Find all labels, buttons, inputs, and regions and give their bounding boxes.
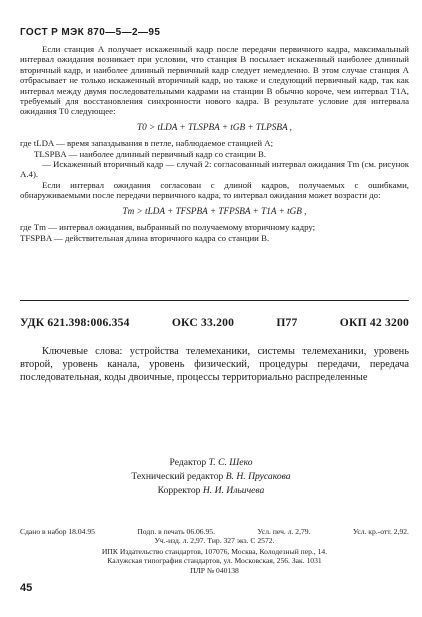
publisher-line-1: ИПК Издательство стандартов, 107076, Москва, Колодезный пер., 14.	[101, 547, 328, 556]
okp-code: ОКП 42 3200	[339, 316, 409, 329]
publisher-line-3: ПЛР № 040138	[190, 565, 239, 575]
udk-code: УДК 621.398:006.354	[20, 316, 130, 329]
divider-top	[20, 300, 409, 301]
publisher-line-2: Калужская типография стандартов, ул. Московская, 256. Зак. 1031	[107, 556, 322, 566]
imprint-line-2: Уч.-изд. л. 2,97. Тир. 327 экз. С 2572.	[154, 536, 275, 546]
where-1a: где tLDA — время запаздывания в петле, наблюдаемое станцией А;	[20, 138, 274, 149]
classification-row	[20, 316, 409, 329]
imprint-typeset: Сдано в набор 18.04.95	[20, 527, 95, 536]
where-1b: TLSPBA — наиболее длинный первичный кадр со станции В.	[34, 148, 267, 159]
corrector-line	[0, 484, 422, 498]
keywords-text: Ключевые слова: устройства телемеханики, системы телемеханики, уровень второй, уровень канала, уровень физический, процедуры передачи, передача последовательная, коды двоичные, процессы территориально распределенные	[20, 346, 409, 384]
publisher-block	[20, 547, 409, 575]
oks-code: ОКС 33.200	[171, 316, 235, 329]
paragraph-2: — Искаженный вторичный кадр — случай 2: согласованный интервал ожидания Tm (см. рисунок А.4).	[20, 159, 409, 180]
tech-editor-line	[0, 470, 422, 484]
tech-editor-name: В. Н. Прусакова	[225, 471, 291, 483]
formula-1: T0 > tLDA + TLSPBA + tGB + TLPSBA ,	[137, 121, 292, 132]
body-text	[20, 44, 409, 243]
imprint-prints: Усл. кр.-отт. 2,92.	[352, 527, 409, 536]
standard-header: ГОСТ Р МЭК 870—5—2—95	[20, 27, 161, 38]
credits-block	[0, 456, 422, 499]
imprint-block	[20, 527, 409, 545]
formula-2: Tm > tLDA + TFSPBA + TFPSBA + T1A + tGB ,	[122, 205, 307, 216]
where-2a: где Tm — интервал ожидания, выбранный по получаемому вторичному кадру;	[20, 222, 316, 233]
page-number: 45	[20, 582, 33, 594]
imprint-signed: Подп. в печать 06.06.95.	[137, 527, 215, 536]
corrector-role: Корректор	[157, 485, 203, 497]
corrector-name: Н. И. Ильичева	[202, 485, 265, 497]
imprint-sheets: Усл. печ. л. 2,79.	[257, 527, 311, 536]
tech-editor-role: Технический редактор	[131, 471, 226, 483]
editor-role: Редактор	[169, 457, 209, 468]
editor-name: Т. С. Шеко	[208, 457, 253, 468]
p-code: П77	[276, 316, 298, 329]
keywords-block	[20, 345, 409, 385]
where-2b: TFSPBA — действительная длина вторичного кадра со станции В.	[20, 232, 270, 243]
paragraph-1: Если станция А получает искаженный кадр после передачи первичного кадра, максимальный интервал ожидания возникает при условии, что станция В посылает искаженный наиболее длинный вторичный кадр, и наиболее длинный первичный кадр следует немедленно. В этом случае станция А отбрасывает не только искаженный вторичный кадр, но также и следующий первичный кадр, так как интервал между двумя последовательными кадрами на станции В обычно короче, чем интервал T1A, требуемый для восстановления синхронности нового кадра. В результате условие для интервала ожидания T0 следующее:	[20, 44, 409, 117]
editor-line	[0, 456, 422, 470]
paragraph-3: Если интервал ожидания согласован с длиной кадров, получаемых с ошибками, обнаруживаемыми после передачи первичного кадра, то интервал ожидания может возрасти до:	[20, 179, 409, 201]
imprint-line-1	[20, 527, 409, 536]
